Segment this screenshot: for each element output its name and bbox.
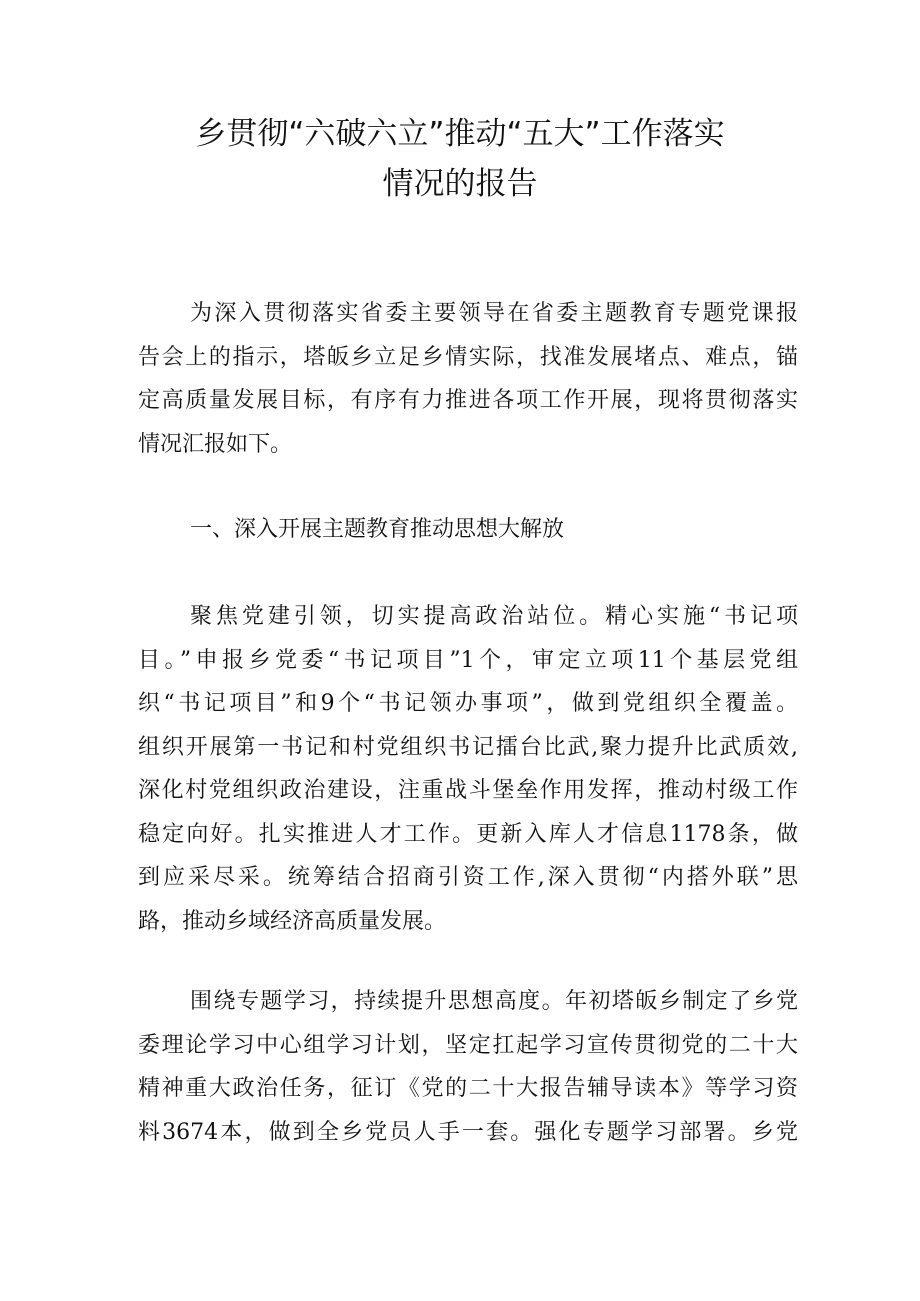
intro-line: 为深入贯彻落实省委主要领导在省委主题教育专题党课报	[190, 301, 798, 326]
section-1-heading: 一、深入开展主题教育推动思想大解放	[190, 517, 565, 542]
paragraph-line: 聚焦党建引领，切实提高政治站位。精心实施“书记项	[190, 604, 798, 629]
paragraph-line: 深化村党组织政治建设，注重战斗堡垒作用发挥，推动村级工作	[138, 778, 798, 803]
paragraph-line: 到应采尽采。统筹结合招商引资工作,深入贯彻“内搭外联”思	[138, 865, 798, 890]
intro-paragraph	[138, 292, 798, 466]
intro-line: 定高质量发展目标，有序有力推进各项工作开展，现将贯彻落实	[138, 388, 798, 413]
intro-line: 告会上的指示，塔皈乡立足乡情实际，找准发展堵点、难点，锚	[138, 344, 798, 370]
paragraph-line: 围绕专题学习，持续提升思想高度。年初塔皈乡制定了乡党	[190, 989, 798, 1014]
paragraph-line: 料3674本，做到全乡党员人手一套。强化专题学习部署。乡党	[138, 1119, 798, 1145]
paragraph-line: 织“书记项目”和9个“书记领办事项”，做到党组织全覆盖。	[138, 691, 798, 716]
document-title-line-2: 情况的报告	[382, 166, 538, 202]
paragraph-line: 稳定向好。扎实推进人才工作。更新入库人才信息1178条，做	[138, 821, 798, 847]
section-1-paragraph-2	[138, 980, 798, 1154]
paragraph-line: 目。”申报乡党委“书记项目”1个，审定立项11个基层党组	[138, 647, 798, 673]
paragraph-line: 委理论学习中心组学习计划，坚定扛起学习宣传贯彻党的二十大	[138, 1032, 798, 1058]
paragraph-line: 精神重大政治任务，征订《党的二十大报告辅导读本》等学习资	[138, 1076, 798, 1101]
document-title-line-1: 乡贯彻“六破六立”推动“五大”工作落实	[195, 116, 725, 152]
paragraph-line: 组织开展第一书记和村党组织书记擂台比武,聚力提升比武质效,	[138, 734, 798, 760]
intro-line: 情况汇报如下。	[138, 431, 293, 457]
section-1-paragraph-1	[138, 595, 798, 943]
paragraph-line: 路，推动乡域经济高质量发展。	[138, 908, 447, 934]
